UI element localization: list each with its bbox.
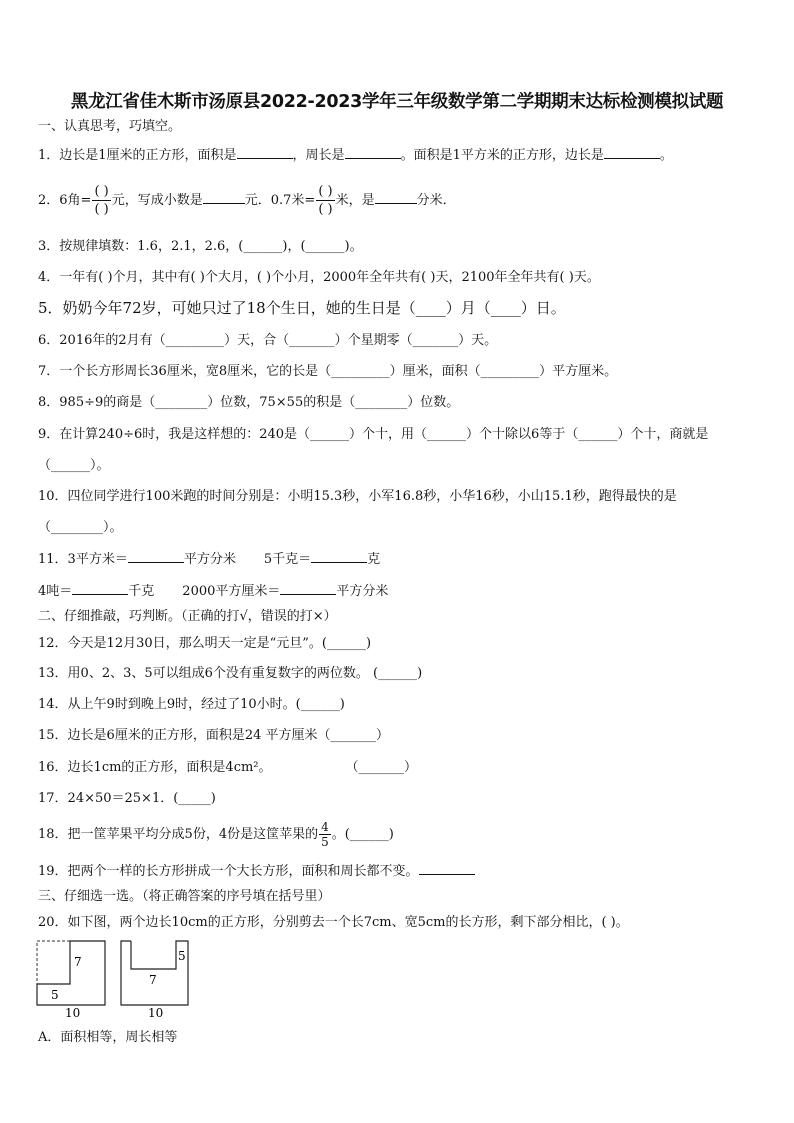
section-2-heading: 二、仔细推敲，巧判断。（正确的打√，错误的打×） (38, 609, 337, 624)
q2-text-b: 元，写成小数是 (111, 193, 203, 208)
q20-figure-svg (36, 938, 206, 1018)
q11-blank-4[interactable] (280, 582, 336, 595)
q2-blank-1[interactable] (203, 191, 245, 204)
question-9-line-2: （______）。 (38, 458, 110, 473)
q2-text-d: 米，是 (335, 193, 375, 208)
q18-fraction (319, 820, 331, 849)
page-title: 黑龙江省佳木斯市汤原县2022-2023学年三年级数学第二学期期末达标检测模拟试题 (70, 92, 724, 112)
left-remaining-outline (37, 941, 105, 1005)
question-18 (38, 818, 764, 852)
q2-text-c: 元．0.7米= (244, 193, 316, 208)
section-3-heading: 三、仔细选一选。（将正确答案的序号填在括号里） (38, 889, 331, 904)
question-1 (38, 146, 764, 165)
q16-text: 16．边长1cm的正方形，面积是4cm²。 (38, 760, 272, 775)
right-shape (121, 941, 188, 1018)
q11-text-c: 5千克＝ (263, 552, 312, 567)
question-15: 15．边长是6厘米的正方形，面积是24 平方厘米（_______） (38, 728, 389, 743)
q11-text-d: 克 (367, 552, 381, 567)
question-9-line-1: 9．在计算240÷6时，我是这样想的：240是（______）个十，用（______）个十除以6等于（______）个十，商就是 (38, 427, 709, 442)
right-label-bottom: 10 (148, 1006, 164, 1018)
q1-blank-1[interactable] (237, 146, 293, 159)
q11-blank-2[interactable] (311, 550, 367, 563)
question-2 (38, 182, 764, 220)
question-13: 13．用0、2、3、5可以组成6个没有重复数字的两位数。 (______) (38, 666, 423, 681)
q2-fraction-2 (316, 183, 334, 218)
q11-text-h: 平方分米 (336, 584, 389, 599)
q2-text-e: 分米． (416, 193, 456, 208)
q18-text-a: 18．把一筐苹果平均分成5份，4份是这筐苹果的 (38, 827, 319, 842)
q11-text-a: 11．3平方米＝ (38, 552, 128, 567)
question-7: 7．一个长方形周长36厘米，宽8厘米，它的长是（_________）厘米，面积（_________）平方厘米。 (38, 364, 618, 379)
question-6: 6．2016年的2月有（_________）天，合（_______）个星期零（_______）天。 (38, 333, 498, 348)
q2-fraction-1 (92, 183, 110, 218)
right-label-inner: 7 (149, 973, 157, 987)
q19-text: 19．把两个一样的长方形拼成一个大长方形，面积和周长都不变。 (38, 864, 419, 879)
q2-fraction-2-num[interactable]: ( ) (318, 184, 333, 199)
q2-fraction-1-den[interactable]: ( ) (94, 202, 109, 217)
left-label-top: 7 (74, 955, 82, 969)
q11-text-g: 2000平方厘米＝ (182, 584, 281, 599)
q20-figures (36, 938, 206, 1018)
q1-blank-2[interactable] (345, 146, 401, 159)
question-20: 20．如下图，两个边长10cm的正方形，分别剪去一个长7cm、宽5cm的长方形，剩下部分相比，( )。 (38, 915, 629, 930)
left-shape (37, 941, 105, 1018)
q2-fraction-2-den[interactable]: ( ) (318, 202, 333, 217)
left-cut-outline (37, 941, 70, 984)
q2-fraction-1-num[interactable]: ( ) (94, 184, 109, 199)
question-5: 5．奶奶今年72岁，可她只过了18个生日，她的生日是（____）月（____）日。 (38, 299, 566, 317)
q1-text-c: 。面积是1平方米的正方形，边长是 (400, 148, 604, 163)
question-17: 17．24×50＝25×1．(_____) (38, 791, 216, 806)
q11-text-f: 千克 (128, 584, 155, 599)
question-19 (38, 862, 764, 881)
q1-text-a: 1．边长是1厘米的正方形，面积是 (38, 148, 237, 163)
question-14: 14．从上午9时到晚上9时，经过了10小时。(______) (38, 697, 345, 712)
left-label-bottom: 10 (65, 1006, 81, 1018)
section-1-heading: 一、认真思考，巧填空。 (38, 119, 182, 134)
q18-fraction-num: 4 (321, 820, 329, 834)
question-8: 8．985÷9的商是（________）位数，75×55的积是（________）位数。 (38, 395, 460, 410)
question-16 (38, 759, 764, 777)
question-10-line-1: 10．四位同学进行100米跑的时间分别是：小明15.3秒，小军16.8秒，小华16秒，小山15.1秒，跑得最快的是 (38, 489, 677, 504)
q1-blank-3[interactable] (604, 146, 660, 159)
question-12: 12．今天是12月30日，那么明天一定是“元旦”。(______) (38, 636, 372, 651)
right-cut-outline (131, 941, 176, 969)
q2-text-a: 2．6角= (38, 193, 92, 208)
left-label-side: 5 (51, 988, 59, 1002)
q1-text-b: ，周长是 (292, 148, 345, 163)
q11-text-e: 4吨＝ (38, 584, 73, 599)
question-10-line-2: （________）。 (38, 520, 123, 535)
q2-blank-2[interactable] (375, 191, 417, 204)
q11-text-b: 平方分米 (183, 552, 236, 567)
q18-fraction-den: 5 (321, 835, 329, 849)
q19-blank[interactable] (419, 862, 475, 875)
question-11-line-1 (38, 550, 764, 569)
question-3: 3．按规律填数：1.6，2.1，2.6，(______)，(______)。 (38, 239, 363, 254)
question-11-line-2 (38, 582, 764, 601)
q1-text-d: 。 (659, 148, 673, 163)
right-label-side: 5 (178, 949, 186, 963)
question-20-option-a: A．面积相等，周长相等 (38, 1030, 178, 1045)
q11-blank-3[interactable] (72, 582, 128, 595)
q18-text-b: 。(______) (331, 827, 394, 842)
q11-blank-1[interactable] (128, 550, 184, 563)
question-4: 4．一年有( )个月，其中有( )个大月，( )个小月，2000年全年共有( )天，2100年全年共有( )天。 (38, 270, 600, 285)
q16-answer[interactable]: （_______） (345, 760, 418, 775)
